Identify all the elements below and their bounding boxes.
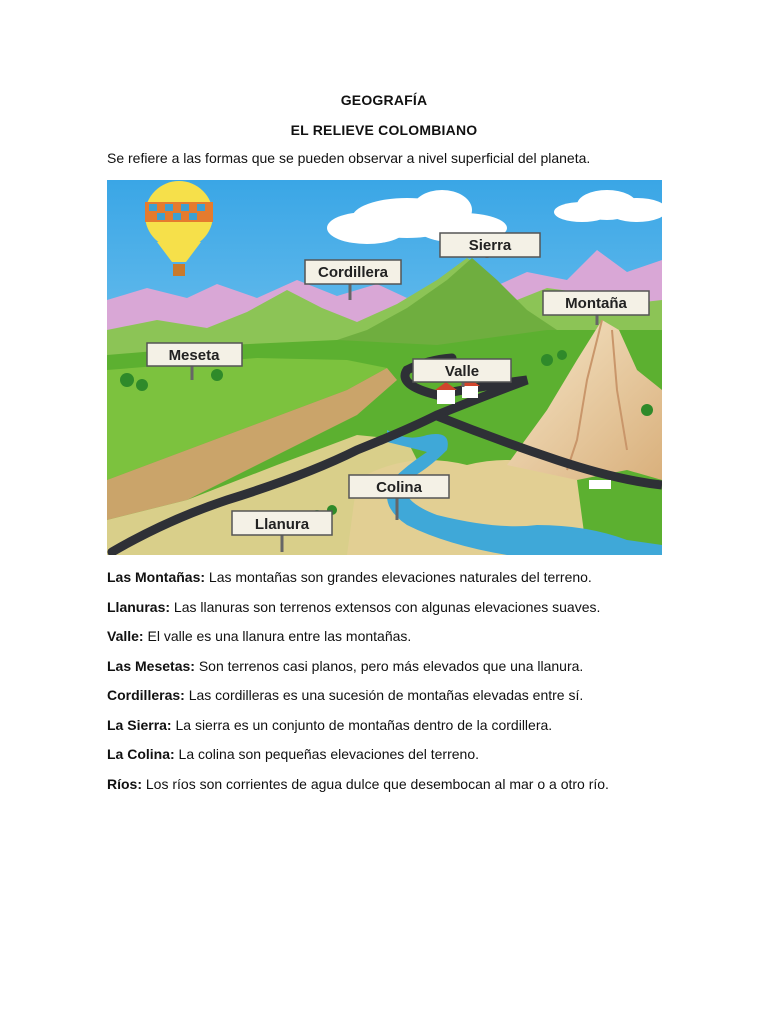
definition-term: Ríos: [107,775,142,792]
definition-term: Las Montañas: [107,569,206,585]
label-valle: Valle [444,363,480,380]
definition-item [107,745,727,763]
definition-item [107,686,727,704]
definition-text: Las montañas son grandes elevaciones naturales del terreno. [205,569,592,585]
page-title: EL RELIEVE COLOMBIANO [290,122,478,138]
sign-sierra [440,233,540,258]
definition-item [107,716,727,734]
definition-text: El valle es una llanura entre las montañas. [143,628,412,644]
definitions-list [107,568,727,804]
definition-text: Las llanuras son terrenos extensos con algunas elevaciones suaves. [170,598,601,615]
definition-term: Llanuras: [107,598,171,615]
label-cordillera: Cordillera [317,264,389,281]
definition-term: Valle: [107,628,144,644]
truck [589,480,611,489]
label-sierra: Sierra [468,237,512,254]
definition-item [107,568,727,586]
definition-term: La Sierra: [107,716,172,733]
label-colina: Colina [376,479,422,496]
definition-term: Las Mesetas: [107,657,195,674]
definition-text: La colina son pequeñas elevaciones del terreno. [174,746,479,762]
definition-item [107,775,727,793]
definition-text: Son terrenos casi planos, pero más elevados que una llanura. [194,657,584,674]
definition-text: Las cordilleras es una sucesión de montañas elevadas entre sí. [184,687,584,703]
definition-term: La Colina: [107,746,175,762]
definition-text: Los ríos son corrientes de agua dulce que desembocan al mar o a otro río. [142,775,609,792]
label-meseta: Meseta [168,347,220,364]
definition-item [107,657,727,675]
definition-term: Cordilleras: [107,687,185,703]
subject-heading: GEOGRAFÍA [340,92,428,108]
landscape-drawing [107,180,662,555]
definition-item [107,598,727,616]
label-llanura: Llanura [254,516,310,533]
definition-text: La sierra es un conjunto de montañas dentro de la cordillera. [171,716,553,733]
definition-item [107,627,727,645]
label-montana: Montaña [565,295,627,312]
relief-illustration [107,180,662,555]
intro-paragraph: Se refiere a las formas que se pueden observar a nivel superficial del planeta. [107,150,591,166]
